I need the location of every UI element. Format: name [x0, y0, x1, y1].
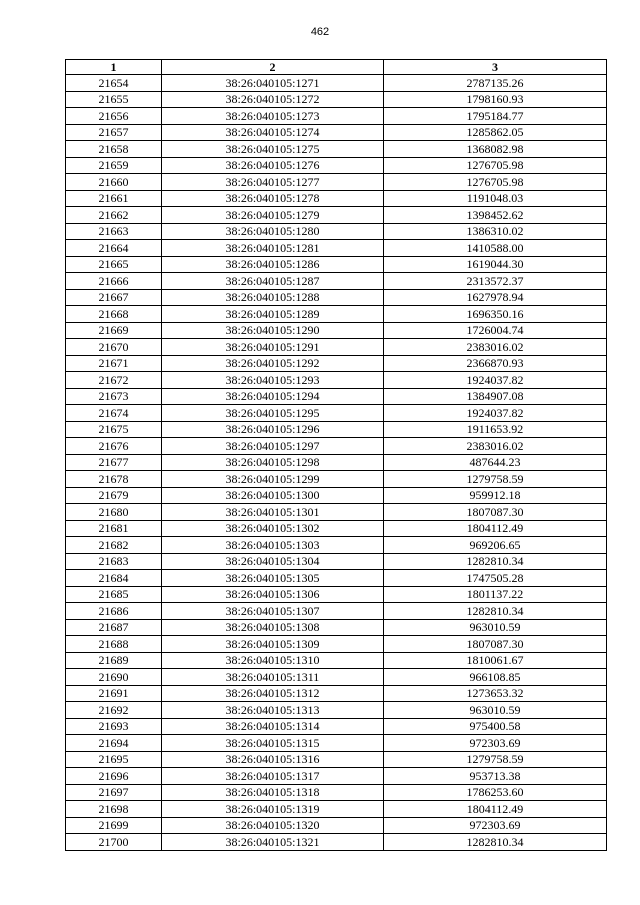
value-cell: 1398452.62 — [384, 207, 607, 224]
row-number-cell: 21655 — [66, 91, 162, 108]
cadastral-number-cell: 38:26:040105:1281 — [162, 240, 384, 257]
row-number-cell: 21671 — [66, 355, 162, 372]
cadastral-number-cell: 38:26:040105:1311 — [162, 669, 384, 686]
row-number-cell: 21670 — [66, 339, 162, 356]
value-cell: 1924037.82 — [384, 372, 607, 389]
table-row — [66, 240, 607, 257]
value-cell: 1798160.93 — [384, 91, 607, 108]
cadastral-number-cell: 38:26:040105:1276 — [162, 157, 384, 174]
cadastral-number-cell: 38:26:040105:1298 — [162, 454, 384, 471]
column-header-3: 3 — [384, 60, 607, 75]
row-number-cell: 21665 — [66, 256, 162, 273]
value-cell: 972303.69 — [384, 817, 607, 834]
table-row — [66, 685, 607, 702]
cadastral-number-cell: 38:26:040105:1294 — [162, 388, 384, 405]
row-number-cell: 21697 — [66, 784, 162, 801]
row-number-cell: 21676 — [66, 438, 162, 455]
value-cell: 2313572.37 — [384, 273, 607, 290]
row-number-cell: 21679 — [66, 487, 162, 504]
cadastral-number-cell: 38:26:040105:1277 — [162, 174, 384, 191]
value-cell: 1410588.00 — [384, 240, 607, 257]
table-row — [66, 438, 607, 455]
value-cell: 1279758.59 — [384, 751, 607, 768]
row-number-cell: 21662 — [66, 207, 162, 224]
cadastral-number-cell: 38:26:040105:1314 — [162, 718, 384, 735]
table-row — [66, 603, 607, 620]
table-row — [66, 223, 607, 240]
row-number-cell: 21691 — [66, 685, 162, 702]
row-number-cell: 21654 — [66, 75, 162, 92]
cadastral-number-cell: 38:26:040105:1310 — [162, 652, 384, 669]
column-header-1: 1 — [66, 60, 162, 75]
value-cell: 1386310.02 — [384, 223, 607, 240]
row-number-cell: 21680 — [66, 504, 162, 521]
cadastral-number-cell: 38:26:040105:1293 — [162, 372, 384, 389]
cadastral-number-cell: 38:26:040105:1304 — [162, 553, 384, 570]
cadastral-number-cell: 38:26:040105:1317 — [162, 768, 384, 785]
table-row — [66, 306, 607, 323]
row-number-cell: 21657 — [66, 124, 162, 141]
cadastral-number-cell: 38:26:040105:1279 — [162, 207, 384, 224]
row-number-cell: 21695 — [66, 751, 162, 768]
cadastral-number-cell: 38:26:040105:1309 — [162, 636, 384, 653]
cadastral-number-cell: 38:26:040105:1296 — [162, 421, 384, 438]
value-cell: 1726004.74 — [384, 322, 607, 339]
cadastral-number-cell: 38:26:040105:1297 — [162, 438, 384, 455]
cadastral-number-cell: 38:26:040105:1278 — [162, 190, 384, 207]
table-row — [66, 256, 607, 273]
table-row — [66, 273, 607, 290]
value-cell: 1911653.92 — [384, 421, 607, 438]
table-row — [66, 339, 607, 356]
table-header — [66, 60, 607, 75]
cadastral-number-cell: 38:26:040105:1271 — [162, 75, 384, 92]
value-cell: 1279758.59 — [384, 471, 607, 488]
cadastral-number-cell: 38:26:040105:1313 — [162, 702, 384, 719]
value-cell: 1285862.05 — [384, 124, 607, 141]
cadastral-number-cell: 38:26:040105:1280 — [162, 223, 384, 240]
row-number-cell: 21694 — [66, 735, 162, 752]
table-row — [66, 520, 607, 537]
value-cell: 2787135.26 — [384, 75, 607, 92]
cadastral-number-cell: 38:26:040105:1301 — [162, 504, 384, 521]
row-number-cell: 21698 — [66, 801, 162, 818]
table-row — [66, 322, 607, 339]
cadastral-number-cell: 38:26:040105:1319 — [162, 801, 384, 818]
cadastral-number-cell: 38:26:040105:1274 — [162, 124, 384, 141]
row-number-cell: 21666 — [66, 273, 162, 290]
table-row — [66, 75, 607, 92]
cadastral-number-cell: 38:26:040105:1302 — [162, 520, 384, 537]
value-cell: 1810061.67 — [384, 652, 607, 669]
value-cell: 1804112.49 — [384, 801, 607, 818]
column-header-2: 2 — [162, 60, 384, 75]
value-cell: 1807087.30 — [384, 636, 607, 653]
value-cell: 1368082.98 — [384, 141, 607, 158]
cadastral-number-cell: 38:26:040105:1312 — [162, 685, 384, 702]
value-cell: 1804112.49 — [384, 520, 607, 537]
cadastral-number-cell: 38:26:040105:1275 — [162, 141, 384, 158]
value-cell: 1795184.77 — [384, 108, 607, 125]
row-number-cell: 21673 — [66, 388, 162, 405]
value-cell: 1786253.60 — [384, 784, 607, 801]
cadastral-number-cell: 38:26:040105:1289 — [162, 306, 384, 323]
row-number-cell: 21689 — [66, 652, 162, 669]
header-row — [66, 60, 607, 75]
value-cell: 1384907.08 — [384, 388, 607, 405]
value-cell: 1191048.03 — [384, 190, 607, 207]
value-cell: 1747505.28 — [384, 570, 607, 587]
value-cell: 1696350.16 — [384, 306, 607, 323]
table-row — [66, 718, 607, 735]
table-row — [66, 570, 607, 587]
value-cell: 972303.69 — [384, 735, 607, 752]
table-row — [66, 768, 607, 785]
table-row — [66, 735, 607, 752]
table-row — [66, 388, 607, 405]
value-cell: 1282810.34 — [384, 603, 607, 620]
table-row — [66, 784, 607, 801]
table-row — [66, 636, 607, 653]
table-row — [66, 405, 607, 422]
table-row — [66, 108, 607, 125]
cadastral-number-cell: 38:26:040105:1320 — [162, 817, 384, 834]
row-number-cell: 21659 — [66, 157, 162, 174]
table-row — [66, 504, 607, 521]
table-row — [66, 355, 607, 372]
value-cell: 1273653.32 — [384, 685, 607, 702]
table-row — [66, 289, 607, 306]
row-number-cell: 21667 — [66, 289, 162, 306]
row-number-cell: 21693 — [66, 718, 162, 735]
table-row — [66, 91, 607, 108]
row-number-cell: 21678 — [66, 471, 162, 488]
table-row — [66, 586, 607, 603]
table-row — [66, 553, 607, 570]
table-row — [66, 487, 607, 504]
table-row — [66, 834, 607, 851]
cadastral-number-cell: 38:26:040105:1321 — [162, 834, 384, 851]
value-cell: 1276705.98 — [384, 157, 607, 174]
value-cell: 959912.18 — [384, 487, 607, 504]
table-row — [66, 174, 607, 191]
value-cell: 966108.85 — [384, 669, 607, 686]
row-number-cell: 21658 — [66, 141, 162, 158]
value-cell: 487644.23 — [384, 454, 607, 471]
cadastral-number-cell: 38:26:040105:1315 — [162, 735, 384, 752]
cadastral-number-cell: 38:26:040105:1318 — [162, 784, 384, 801]
row-number-cell: 21672 — [66, 372, 162, 389]
table-row — [66, 702, 607, 719]
row-number-cell: 21700 — [66, 834, 162, 851]
cadastral-number-cell: 38:26:040105:1287 — [162, 273, 384, 290]
row-number-cell: 21690 — [66, 669, 162, 686]
value-cell: 963010.59 — [384, 619, 607, 636]
table-row — [66, 421, 607, 438]
row-number-cell: 21669 — [66, 322, 162, 339]
cadastral-number-cell: 38:26:040105:1303 — [162, 537, 384, 554]
cadastral-number-cell: 38:26:040105:1291 — [162, 339, 384, 356]
cadastral-number-cell: 38:26:040105:1292 — [162, 355, 384, 372]
table-row — [66, 751, 607, 768]
value-cell: 1276705.98 — [384, 174, 607, 191]
row-number-cell: 21677 — [66, 454, 162, 471]
cadastral-number-cell: 38:26:040105:1272 — [162, 91, 384, 108]
value-cell: 963010.59 — [384, 702, 607, 719]
table-row — [66, 207, 607, 224]
row-number-cell: 21663 — [66, 223, 162, 240]
cadastral-number-cell: 38:26:040105:1286 — [162, 256, 384, 273]
value-cell: 1282810.34 — [384, 553, 607, 570]
row-number-cell: 21688 — [66, 636, 162, 653]
cadastral-number-cell: 38:26:040105:1305 — [162, 570, 384, 587]
row-number-cell: 21664 — [66, 240, 162, 257]
value-cell: 2383016.02 — [384, 339, 607, 356]
value-cell: 953713.38 — [384, 768, 607, 785]
cadastral-number-cell: 38:26:040105:1299 — [162, 471, 384, 488]
row-number-cell: 21660 — [66, 174, 162, 191]
row-number-cell: 21661 — [66, 190, 162, 207]
cadastral-number-cell: 38:26:040105:1307 — [162, 603, 384, 620]
row-number-cell: 21696 — [66, 768, 162, 785]
value-cell: 969206.65 — [384, 537, 607, 554]
row-number-cell: 21681 — [66, 520, 162, 537]
row-number-cell: 21683 — [66, 553, 162, 570]
table-row — [66, 537, 607, 554]
table-row — [66, 652, 607, 669]
table-row — [66, 619, 607, 636]
value-cell: 2383016.02 — [384, 438, 607, 455]
cadastral-number-cell: 38:26:040105:1306 — [162, 586, 384, 603]
row-number-cell: 21692 — [66, 702, 162, 719]
row-number-cell: 21656 — [66, 108, 162, 125]
value-cell: 2366870.93 — [384, 355, 607, 372]
table-row — [66, 190, 607, 207]
row-number-cell: 21686 — [66, 603, 162, 620]
row-number-cell: 21675 — [66, 421, 162, 438]
row-number-cell: 21674 — [66, 405, 162, 422]
row-number-cell: 21684 — [66, 570, 162, 587]
page-number: 462 — [310, 26, 330, 38]
table-row — [66, 801, 607, 818]
cadastral-number-cell: 38:26:040105:1300 — [162, 487, 384, 504]
cadastral-number-cell: 38:26:040105:1288 — [162, 289, 384, 306]
row-number-cell: 21687 — [66, 619, 162, 636]
value-cell: 1807087.30 — [384, 504, 607, 521]
cadastral-number-cell: 38:26:040105:1308 — [162, 619, 384, 636]
row-number-cell: 21685 — [66, 586, 162, 603]
cadastral-number-cell: 38:26:040105:1295 — [162, 405, 384, 422]
cadastral-number-cell: 38:26:040105:1316 — [162, 751, 384, 768]
table-row — [66, 817, 607, 834]
table-row — [66, 124, 607, 141]
value-cell: 975400.58 — [384, 718, 607, 735]
registry-table — [65, 59, 607, 851]
row-number-cell: 21699 — [66, 817, 162, 834]
table-body — [66, 75, 607, 851]
value-cell: 1801137.22 — [384, 586, 607, 603]
table-row — [66, 141, 607, 158]
cadastral-number-cell: 38:26:040105:1273 — [162, 108, 384, 125]
value-cell: 1924037.82 — [384, 405, 607, 422]
table-row — [66, 372, 607, 389]
cadastral-number-cell: 38:26:040105:1290 — [162, 322, 384, 339]
row-number-cell: 21682 — [66, 537, 162, 554]
table-row — [66, 157, 607, 174]
table-row — [66, 454, 607, 471]
table-row — [66, 471, 607, 488]
row-number-cell: 21668 — [66, 306, 162, 323]
value-cell: 1282810.34 — [384, 834, 607, 851]
value-cell: 1627978.94 — [384, 289, 607, 306]
value-cell: 1619044.30 — [384, 256, 607, 273]
table-row — [66, 669, 607, 686]
